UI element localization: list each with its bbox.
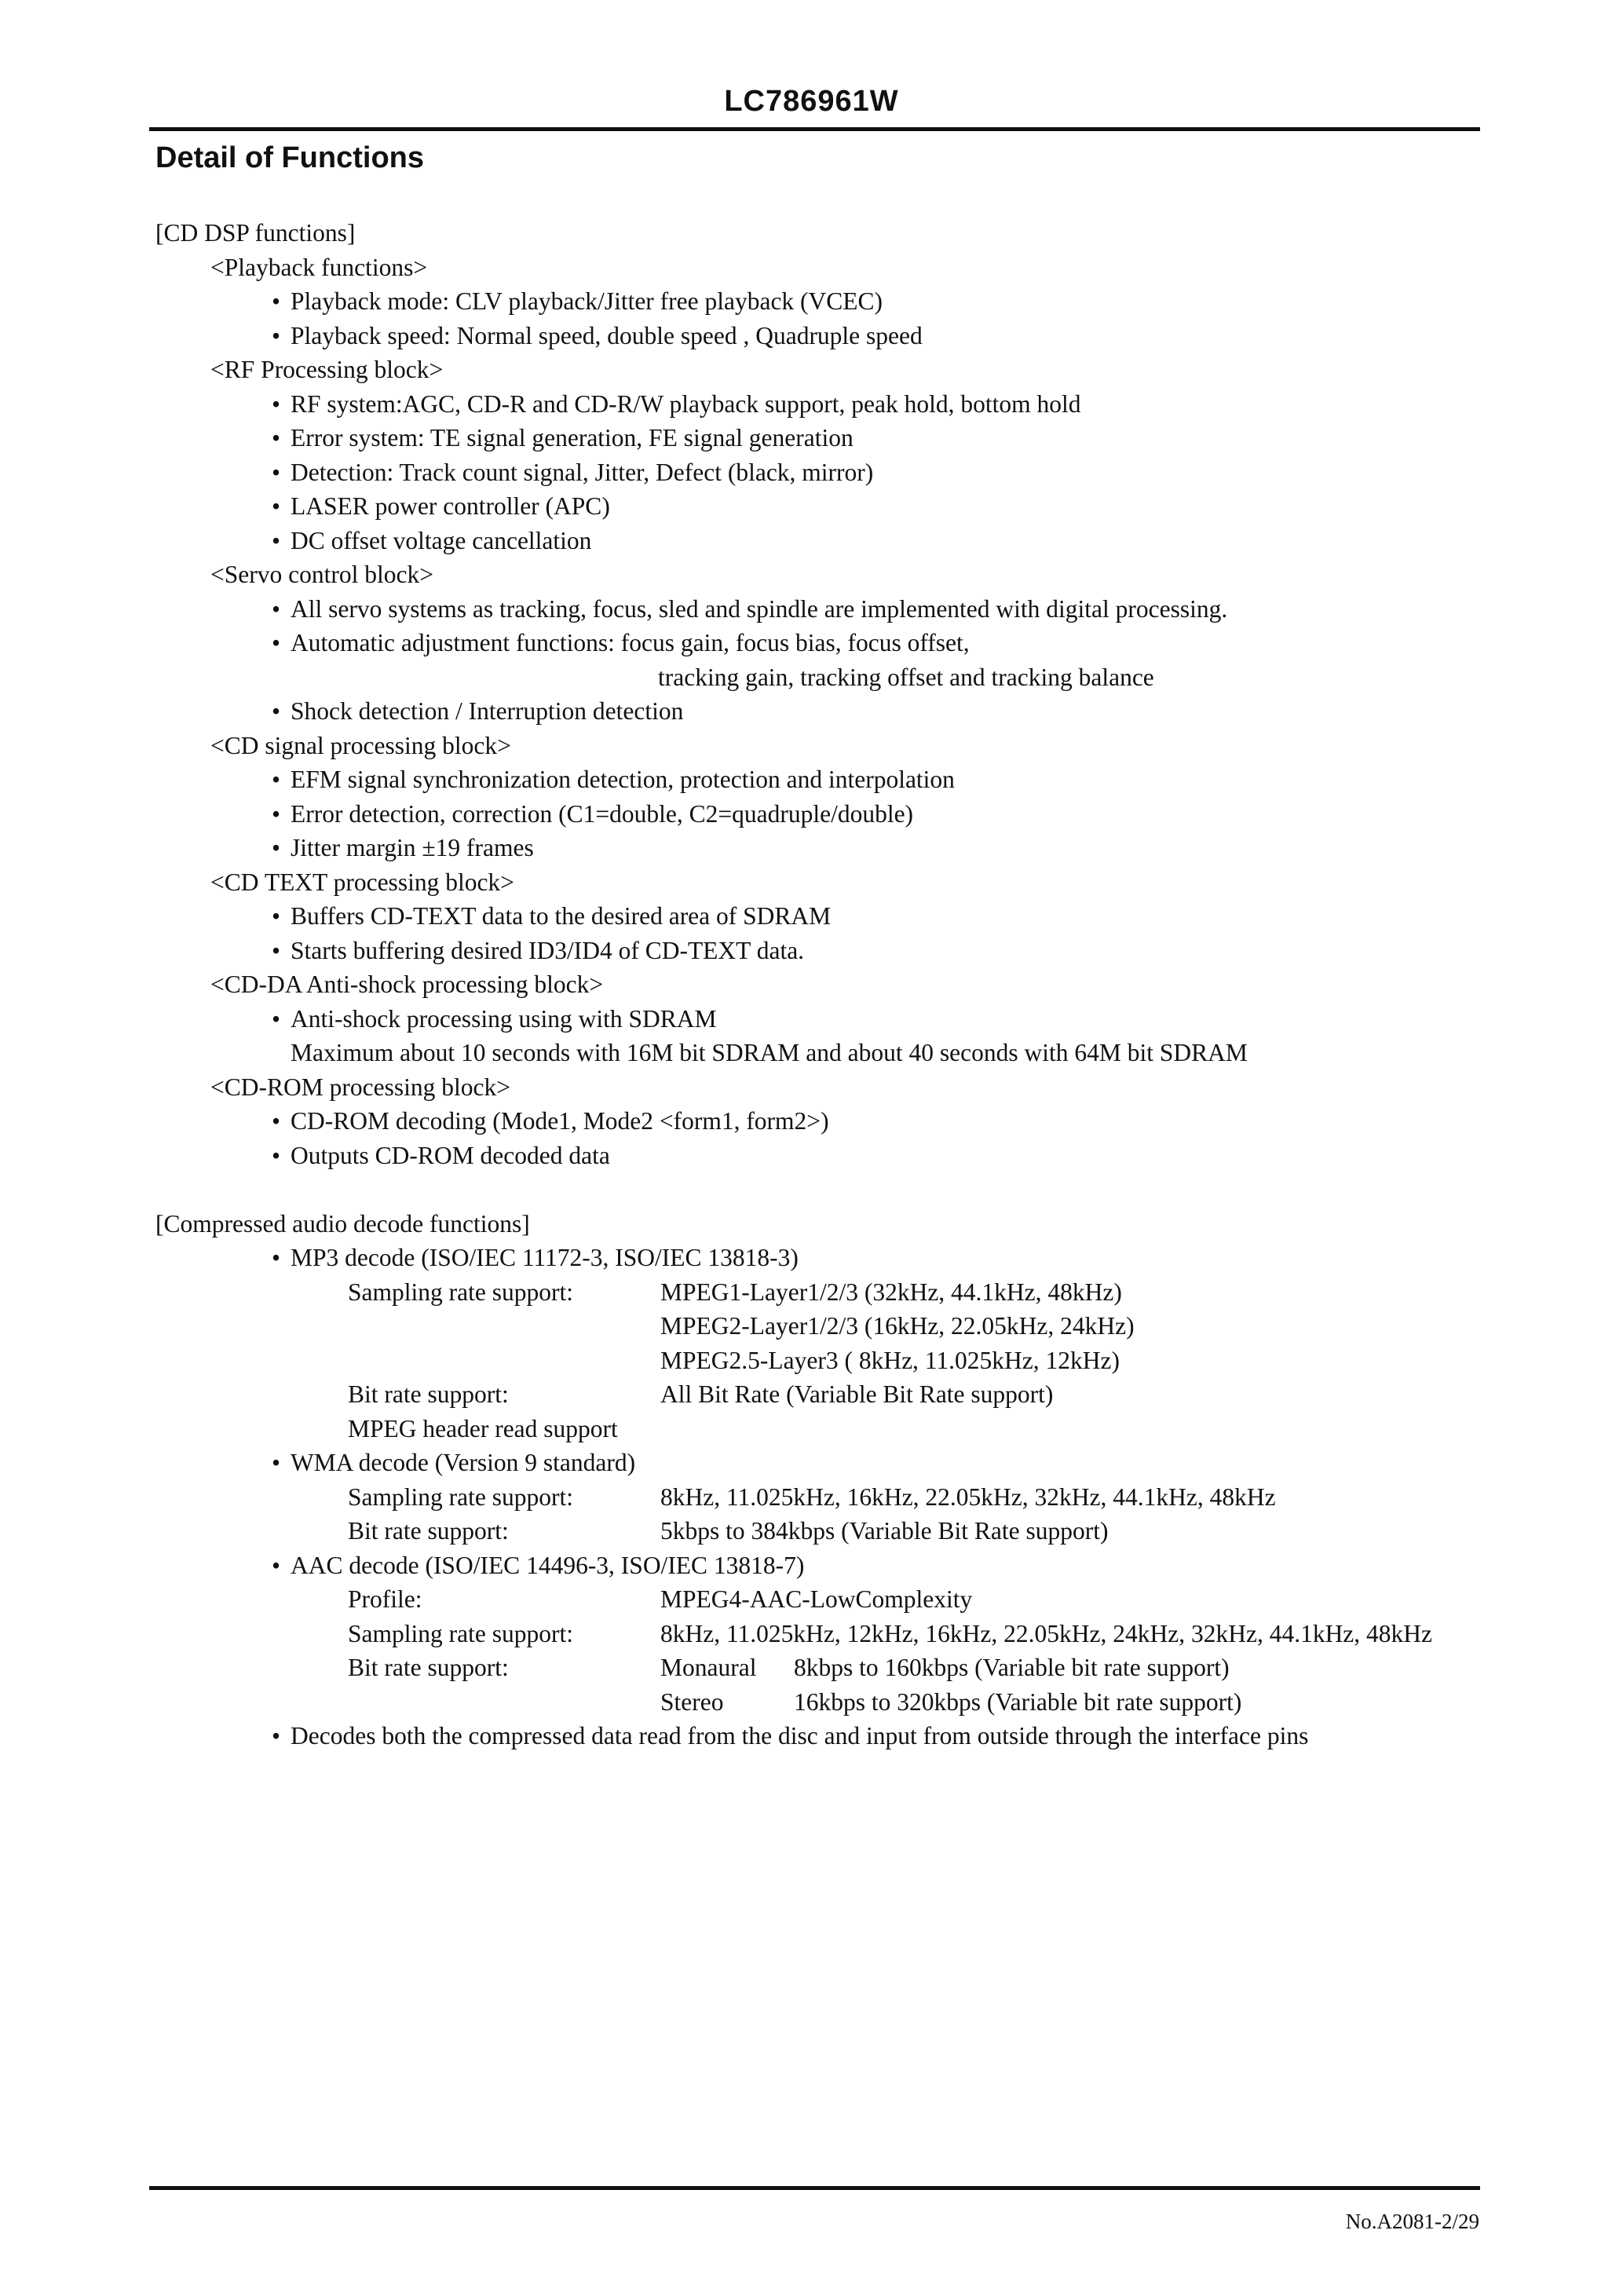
spec-value: MPEG2-Layer1/2/3 (16kHz, 22.05kHz, 24kHz)	[660, 1312, 1135, 1340]
page-number: No.A2081-2/29	[1345, 2210, 1479, 2233]
spec-row	[155, 1617, 1475, 1651]
list-item: • Shock detection / Interruption detection	[155, 694, 1475, 729]
section-title: Detail of Functions	[155, 141, 424, 174]
compressed-title: [Compressed audio decode functions]	[155, 1209, 530, 1238]
spec-value: MPEG4-AAC-LowComplexity	[660, 1585, 973, 1613]
list-item: • Detection: Track count signal, Jitter, Defect (black, mirror)	[155, 455, 1475, 490]
spec-value: MPEG2.5-Layer3 ( 8kHz, 11.025kHz, 12kHz)	[660, 1346, 1120, 1374]
spec-value: All Bit Rate (Variable Bit Rate support)	[660, 1380, 1054, 1408]
antishock-heading: <CD-DA Anti-shock processing block>	[210, 971, 604, 998]
list-item-continuation: tracking gain, tracking offset and tracking balance	[658, 663, 1154, 691]
spec-row	[155, 1275, 1475, 1310]
spec-row	[155, 1309, 1475, 1344]
list-item: • EFM signal synchronization detection, protection and interpolation	[155, 762, 1475, 797]
mode-label: Stereo	[660, 1687, 724, 1716]
spec-row	[155, 1514, 1475, 1548]
spec-label: Bit rate support:	[348, 1380, 509, 1408]
section-spacer	[155, 1172, 1475, 1207]
list-item: • CD-ROM decoding (Mode1, Mode2 <form1, form2>)	[155, 1104, 1475, 1139]
spec-value: 8kHz, 11.025kHz, 16kHz, 22.05kHz, 32kHz, 44.1kHz, 48kHz	[660, 1483, 1276, 1511]
list-item: • Jitter margin ±19 frames	[155, 831, 1475, 865]
spec-row	[155, 1344, 1475, 1378]
spec-label: Bit rate support:	[348, 1517, 509, 1545]
cdrom-heading: <CD-ROM processing block>	[210, 1073, 510, 1101]
text-heading: <CD TEXT processing block>	[210, 868, 514, 896]
cd-dsp-title: [CD DSP functions]	[155, 219, 356, 247]
aac-title: • AAC decode (ISO/IEC 14496-3, ISO/IEC 13818-7)	[155, 1548, 1475, 1583]
rf-heading: <RF Processing block>	[210, 356, 444, 383]
list-item: • Anti-shock processing using with SDRAM	[155, 1002, 1475, 1036]
list-item: • RF system:AGC, CD-R and CD-R/W playback support, peak hold, bottom hold	[155, 387, 1475, 422]
spec-value: 8kHz, 11.025kHz, 12kHz, 16kHz, 22.05kHz, 24kHz, 32kHz, 44.1kHz, 48kHz	[660, 1619, 1433, 1647]
list-item: • Outputs CD-ROM decoded data	[155, 1139, 1475, 1173]
spec-row	[155, 1685, 1475, 1720]
spec-value: MPEG1-Layer1/2/3 (32kHz, 44.1kHz, 48kHz)	[660, 1278, 1122, 1306]
spec-value: 16kbps to 320kbps (Variable bit rate support)	[794, 1687, 1242, 1716]
footer-rule	[149, 2186, 1480, 2190]
functions-body	[155, 216, 1475, 1753]
wma-title: • WMA decode (Version 9 standard)	[155, 1446, 1475, 1480]
list-item: • Buffers CD-TEXT data to the desired area of SDRAM	[155, 899, 1475, 934]
spec-row	[155, 1582, 1475, 1617]
spec-row	[155, 1377, 1475, 1412]
spec-value: 5kbps to 384kbps (Variable Bit Rate support)	[660, 1517, 1109, 1545]
list-item: • Decodes both the compressed data read from the disc and input from outside through the interface pins	[155, 1719, 1475, 1753]
list-item: • Starts buffering desired ID3/ID4 of CD-TEXT data.	[155, 934, 1475, 968]
spec-label: Sampling rate support:	[348, 1278, 573, 1306]
part-number-header: LC786961W	[724, 85, 899, 118]
servo-heading: <Servo control block>	[210, 561, 433, 588]
signal-heading: <CD signal processing block>	[210, 731, 511, 759]
spec-label: Sampling rate support:	[348, 1619, 573, 1647]
mode-label: Monaural	[660, 1654, 757, 1681]
list-item: • DC offset voltage cancellation	[155, 524, 1475, 558]
spec-label: Sampling rate support:	[348, 1483, 573, 1511]
list-item-continuation: Maximum about 10 seconds with 16M bit SDRAM and about 40 seconds with 64M bit SDRAM	[291, 1039, 1248, 1066]
list-item: • Error detection, correction (C1=double, C2=quadruple/double)	[155, 797, 1475, 832]
spec-row	[155, 1480, 1475, 1515]
list-item: • LASER power controller (APC)	[155, 489, 1475, 524]
list-item: • Error system: TE signal generation, FE signal generation	[155, 421, 1475, 455]
spec-label: MPEG header read support	[348, 1414, 618, 1442]
header-rule	[149, 127, 1480, 131]
list-item: • Automatic adjustment functions: focus gain, focus bias, focus offset,	[155, 626, 1475, 660]
spec-row	[155, 1651, 1475, 1685]
list-item: • Playback mode: CLV playback/Jitter free playback (VCEC)	[155, 284, 1475, 319]
mp3-title: • MP3 decode (ISO/IEC 11172-3, ISO/IEC 13818-3)	[155, 1241, 1475, 1275]
list-item: • All servo systems as tracking, focus, sled and spindle are implemented with digital processing.	[155, 592, 1475, 627]
spec-value: 8kbps to 160kbps (Variable bit rate support)	[794, 1654, 1230, 1681]
spec-label: Bit rate support:	[348, 1654, 509, 1681]
spec-label: Profile:	[348, 1585, 422, 1613]
spec-row	[155, 1412, 1475, 1446]
list-item: • Playback speed: Normal speed, double speed , Quadruple speed	[155, 319, 1475, 353]
playback-heading: <Playback functions>	[210, 253, 428, 281]
